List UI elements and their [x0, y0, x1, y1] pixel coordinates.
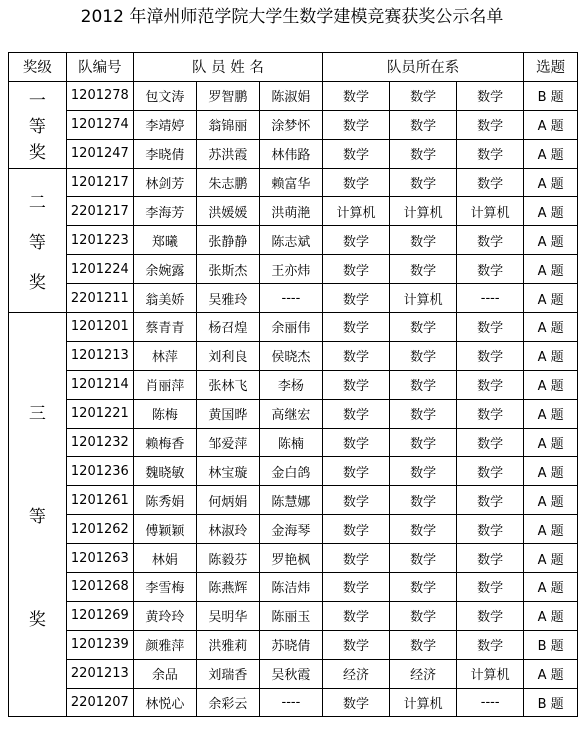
table-row: [9, 688, 578, 717]
team-id-cell: 2201211: [66, 284, 133, 313]
member-name-cell: 陈楠: [259, 428, 322, 457]
award-level-char: 二: [28, 192, 46, 213]
member-name-cell: 魏晓敏: [133, 457, 196, 486]
member-department-cell: ----: [457, 284, 524, 313]
team-id-cell: 1201232: [66, 428, 133, 457]
team-id-cell: 2201207: [66, 688, 133, 717]
member-name-cell: 余彩云: [196, 688, 259, 717]
member-department-cell: 数学: [390, 110, 457, 139]
member-name-cell: 张林飞: [196, 370, 259, 399]
member-name-cell: 陈慧娜: [259, 486, 322, 515]
member-department-cell: 计算机: [390, 284, 457, 313]
member-name-cell: 陈洁炜: [259, 573, 322, 602]
member-department-cell: 数学: [390, 81, 457, 110]
member-department-cell: 数学: [457, 370, 524, 399]
member-department-cell: 数学: [322, 168, 389, 197]
table-row: [9, 486, 578, 515]
header-row: [9, 53, 578, 82]
member-department-cell: 数学: [390, 457, 457, 486]
problem-cell: A 题: [524, 515, 578, 544]
table-row: [9, 457, 578, 486]
member-department-cell: 数学: [457, 544, 524, 573]
team-id-cell: 1201262: [66, 515, 133, 544]
table-row: [9, 399, 578, 428]
team-id-cell: 1201223: [66, 226, 133, 255]
member-name-cell: 金海琴: [259, 515, 322, 544]
award-table: [8, 52, 578, 717]
table-row: [9, 659, 578, 688]
member-department-cell: 数学: [322, 515, 389, 544]
team-id-cell: 1201236: [66, 457, 133, 486]
member-name-cell: 肖丽萍: [133, 370, 196, 399]
table-row: [9, 515, 578, 544]
problem-cell: A 题: [524, 601, 578, 630]
team-id-cell: 1201263: [66, 544, 133, 573]
header-level: 奖级: [9, 53, 67, 82]
member-name-cell: 侯晓杰: [259, 341, 322, 370]
table-row: [9, 255, 578, 284]
member-department-cell: 数学: [390, 399, 457, 428]
member-name-cell: 李晓倩: [133, 139, 196, 168]
member-department-cell: 数学: [322, 457, 389, 486]
member-department-cell: 数学: [322, 110, 389, 139]
problem-cell: A 题: [524, 313, 578, 342]
problem-cell: A 题: [524, 139, 578, 168]
member-name-cell: ----: [259, 688, 322, 717]
table-row: [9, 573, 578, 602]
team-id-cell: 1201269: [66, 601, 133, 630]
member-name-cell: 林剑芳: [133, 168, 196, 197]
member-name-cell: 李海芳: [133, 197, 196, 226]
member-name-cell: 李靖婷: [133, 110, 196, 139]
team-id-cell: 1201213: [66, 341, 133, 370]
table-row: [9, 428, 578, 457]
problem-cell: A 题: [524, 399, 578, 428]
member-name-cell: 陈志斌: [259, 226, 322, 255]
problem-cell: A 题: [524, 168, 578, 197]
member-department-cell: 经济: [390, 659, 457, 688]
member-name-cell: 郑曦: [133, 226, 196, 255]
member-name-cell: 翁锦丽: [196, 110, 259, 139]
member-department-cell: 数学: [322, 255, 389, 284]
member-name-cell: 朱志鹏: [196, 168, 259, 197]
team-id-cell: 1201201: [66, 313, 133, 342]
member-department-cell: 数学: [322, 573, 389, 602]
page-title: 2012 年漳州师范学院大学生数学建模竞赛获奖公示名单: [80, 7, 504, 27]
problem-cell: A 题: [524, 226, 578, 255]
table-row: [9, 284, 578, 313]
problem-cell: A 题: [524, 255, 578, 284]
member-name-cell: 赖富华: [259, 168, 322, 197]
member-department-cell: 数学: [322, 226, 389, 255]
member-department-cell: 数学: [457, 457, 524, 486]
table-row: [9, 544, 578, 573]
member-department-cell: 数学: [457, 601, 524, 630]
team-id-cell: 2201217: [66, 197, 133, 226]
member-name-cell: 翁美娇: [133, 284, 196, 313]
member-department-cell: 数学: [457, 486, 524, 515]
problem-cell: A 题: [524, 341, 578, 370]
member-name-cell: 陈燕辉: [196, 573, 259, 602]
member-department-cell: 数学: [457, 139, 524, 168]
member-department-cell: 数学: [322, 544, 389, 573]
member-department-cell: 数学: [390, 428, 457, 457]
member-department-cell: 数学: [457, 428, 524, 457]
member-name-cell: 王亦炜: [259, 255, 322, 284]
member-name-cell: 洪雅莉: [196, 630, 259, 659]
team-id-cell: 1201221: [66, 399, 133, 428]
team-id-cell: 1201214: [66, 370, 133, 399]
member-name-cell: 陈毅芬: [196, 544, 259, 573]
member-name-cell: 涂梦怀: [259, 110, 322, 139]
member-department-cell: 数学: [457, 81, 524, 110]
team-id-cell: 1201224: [66, 255, 133, 284]
member-department-cell: 数学: [322, 313, 389, 342]
member-department-cell: 经济: [322, 659, 389, 688]
award-level-second-prize: [9, 168, 67, 312]
member-name-cell: 洪萌滟: [259, 197, 322, 226]
problem-cell: A 题: [524, 197, 578, 226]
member-name-cell: 张静静: [196, 226, 259, 255]
member-department-cell: 数学: [457, 630, 524, 659]
table-row: [9, 370, 578, 399]
member-name-cell: 林萍: [133, 341, 196, 370]
team-id-cell: 1201247: [66, 139, 133, 168]
member-name-cell: 黄国晔: [196, 399, 259, 428]
member-name-cell: 林娟: [133, 544, 196, 573]
member-department-cell: 数学: [390, 630, 457, 659]
member-department-cell: 数学: [390, 544, 457, 573]
member-name-cell: 陈丽玉: [259, 601, 322, 630]
member-department-cell: 计算机: [390, 688, 457, 717]
member-department-cell: 数学: [390, 168, 457, 197]
member-department-cell: 数学: [322, 399, 389, 428]
member-department-cell: 数学: [457, 399, 524, 428]
award-level-char: 等: [28, 507, 46, 528]
award-level-first-prize: [9, 81, 67, 168]
award-level-char: 奖: [28, 143, 46, 164]
member-name-cell: 颜雅萍: [133, 630, 196, 659]
member-name-cell: 金白鸽: [259, 457, 322, 486]
member-department-cell: 数学: [322, 341, 389, 370]
member-department-cell: 数学: [457, 226, 524, 255]
member-name-cell: 傅颖颖: [133, 515, 196, 544]
member-name-cell: 杨召煌: [196, 313, 259, 342]
member-department-cell: 数学: [457, 168, 524, 197]
header-members: 队 员 姓 名: [133, 53, 322, 82]
member-name-cell: 林伟路: [259, 139, 322, 168]
table-row: [9, 168, 578, 197]
team-id-cell: 1201268: [66, 573, 133, 602]
member-department-cell: 数学: [390, 255, 457, 284]
member-department-cell: 数学: [457, 110, 524, 139]
member-name-cell: 何炳娟: [196, 486, 259, 515]
member-department-cell: 数学: [322, 486, 389, 515]
problem-cell: A 题: [524, 428, 578, 457]
member-department-cell: 数学: [390, 601, 457, 630]
member-department-cell: 数学: [457, 515, 524, 544]
team-id-cell: 1201239: [66, 630, 133, 659]
member-name-cell: 包文涛: [133, 81, 196, 110]
member-department-cell: 计算机: [457, 659, 524, 688]
member-name-cell: ----: [259, 284, 322, 313]
member-name-cell: 李杨: [259, 370, 322, 399]
member-name-cell: 陈淑娟: [259, 81, 322, 110]
table-row: [9, 313, 578, 342]
member-department-cell: 数学: [322, 601, 389, 630]
header-problem: 选题: [524, 53, 578, 82]
member-name-cell: 邹爱萍: [196, 428, 259, 457]
member-department-cell: 数学: [322, 284, 389, 313]
member-name-cell: 吴明华: [196, 601, 259, 630]
award-level-char: 奖: [28, 272, 46, 293]
member-department-cell: 数学: [390, 486, 457, 515]
problem-cell: A 题: [524, 370, 578, 399]
member-department-cell: 数学: [390, 573, 457, 602]
award-level-char: 奖: [28, 610, 46, 631]
member-name-cell: 苏洪霞: [196, 139, 259, 168]
member-department-cell: 数学: [390, 226, 457, 255]
member-name-cell: 陈秀娟: [133, 486, 196, 515]
member-name-cell: 李雪梅: [133, 573, 196, 602]
member-department-cell: 数学: [322, 688, 389, 717]
member-department-cell: 数学: [322, 139, 389, 168]
member-department-cell: 数学: [390, 313, 457, 342]
member-name-cell: 罗艳枫: [259, 544, 322, 573]
member-name-cell: 高继宏: [259, 399, 322, 428]
member-name-cell: 刘瑞香: [196, 659, 259, 688]
member-department-cell: 计算机: [322, 197, 389, 226]
member-department-cell: 数学: [390, 370, 457, 399]
member-department-cell: 计算机: [457, 197, 524, 226]
problem-cell: A 题: [524, 486, 578, 515]
problem-cell: A 题: [524, 659, 578, 688]
member-name-cell: 余丽伟: [259, 313, 322, 342]
table-row: [9, 197, 578, 226]
member-name-cell: 吴秋霞: [259, 659, 322, 688]
member-department-cell: 数学: [322, 630, 389, 659]
member-department-cell: 数学: [322, 81, 389, 110]
table-row: [9, 630, 578, 659]
member-name-cell: 余婉露: [133, 255, 196, 284]
member-name-cell: 罗智鹏: [196, 81, 259, 110]
member-department-cell: 数学: [322, 428, 389, 457]
problem-cell: B 题: [524, 81, 578, 110]
member-name-cell: 林宝璇: [196, 457, 259, 486]
table-row: [9, 341, 578, 370]
member-name-cell: 陈梅: [133, 399, 196, 428]
member-name-cell: 余品: [133, 659, 196, 688]
problem-cell: A 题: [524, 573, 578, 602]
table-row: [9, 81, 578, 110]
member-department-cell: 数学: [457, 341, 524, 370]
member-name-cell: 林悦心: [133, 688, 196, 717]
member-department-cell: 计算机: [390, 197, 457, 226]
problem-cell: B 题: [524, 688, 578, 717]
table-row: [9, 226, 578, 255]
problem-cell: A 题: [524, 457, 578, 486]
team-id-cell: 1201261: [66, 486, 133, 515]
table-row: [9, 601, 578, 630]
member-department-cell: 数学: [457, 255, 524, 284]
member-name-cell: 赖梅香: [133, 428, 196, 457]
award-level-char: 一: [28, 91, 46, 112]
member-name-cell: 蔡青青: [133, 313, 196, 342]
table-row: [9, 110, 578, 139]
team-id-cell: 2201213: [66, 659, 133, 688]
award-level-char: 等: [28, 117, 46, 138]
member-name-cell: 苏晓倩: [259, 630, 322, 659]
member-department-cell: 数学: [457, 573, 524, 602]
award-level-char: 三: [28, 404, 46, 425]
award-level-third-prize: [9, 313, 67, 717]
member-name-cell: 刘利良: [196, 341, 259, 370]
problem-cell: A 题: [524, 284, 578, 313]
team-id-cell: 1201217: [66, 168, 133, 197]
member-name-cell: 林淑玲: [196, 515, 259, 544]
member-name-cell: 黄玲玲: [133, 601, 196, 630]
team-id-cell: 1201278: [66, 81, 133, 110]
member-department-cell: 数学: [390, 515, 457, 544]
member-department-cell: ----: [457, 688, 524, 717]
header-departments: 队员所在系: [322, 53, 523, 82]
member-department-cell: 数学: [322, 370, 389, 399]
award-level-char: 等: [28, 232, 46, 253]
problem-cell: A 题: [524, 544, 578, 573]
member-name-cell: 洪媛媛: [196, 197, 259, 226]
team-id-cell: 1201274: [66, 110, 133, 139]
member-name-cell: 吴雅玲: [196, 284, 259, 313]
award-table-body: [9, 81, 578, 717]
problem-cell: A 题: [524, 110, 578, 139]
member-name-cell: 张斯杰: [196, 255, 259, 284]
table-row: [9, 139, 578, 168]
header-team-id: 队编号: [66, 53, 133, 82]
member-department-cell: 数学: [390, 139, 457, 168]
member-department-cell: 数学: [457, 313, 524, 342]
member-department-cell: 数学: [390, 341, 457, 370]
problem-cell: B 题: [524, 630, 578, 659]
